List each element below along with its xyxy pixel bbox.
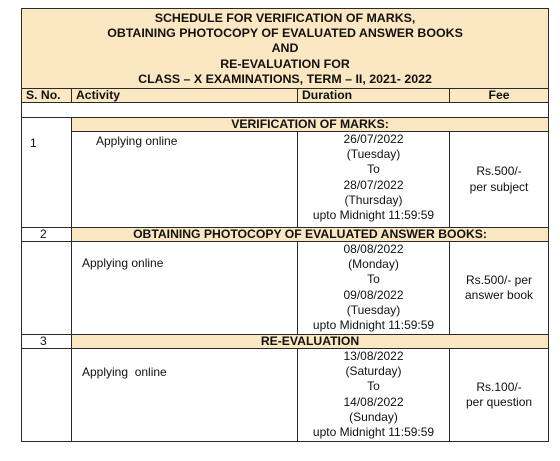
section-2-fee	[450, 242, 549, 335]
duration-start-date: 08/08/2022	[343, 242, 404, 257]
title-row	[22, 9, 549, 89]
duration-deadline: upto Midnight 11:59:59	[312, 208, 435, 223]
section-3-sno: 3	[22, 335, 72, 349]
duration-end-date: 14/08/2022	[343, 394, 404, 409]
section-2-heading: OBTAINING PHOTOCOPY OF EVALUATED ANSWER BOOKS:	[72, 228, 549, 242]
header-sno: S. No.	[22, 89, 72, 103]
fee-amount: Rs.500/- per	[466, 272, 533, 287]
section-3-duration	[298, 349, 450, 442]
duration-start-day: (Saturday)	[345, 364, 402, 379]
section-1-duration	[298, 132, 450, 228]
title-line-3: AND	[271, 41, 299, 56]
blank-row	[22, 103, 549, 118]
duration-end-day: (Sunday)	[349, 409, 398, 424]
fee-unit: per subject	[469, 179, 529, 194]
section-3-heading: RE-EVALUATION	[72, 335, 549, 349]
header-activity: Activity	[72, 89, 298, 103]
duration-end-day: (Tuesday)	[346, 302, 401, 317]
section-3-row	[22, 349, 549, 442]
section-1-heading-row	[22, 118, 549, 132]
header-row	[22, 89, 549, 103]
header-fee: Fee	[450, 89, 549, 103]
section-1-row	[22, 132, 549, 228]
duration-start-day: (Monday)	[348, 257, 399, 272]
schedule-title	[22, 9, 549, 89]
title-line-1: SCHEDULE FOR VERIFICATION OF MARKS,	[154, 11, 416, 25]
fee-amount: Rs.500/-	[476, 164, 522, 179]
blank-cell	[22, 103, 549, 118]
title-line-5: CLASS – X EXAMINATIONS, TERM – II, 2021- 2022	[138, 71, 432, 86]
section-1-activity: Applying online	[72, 132, 298, 228]
header-duration: Duration	[298, 89, 450, 103]
section-1-heading: VERIFICATION OF MARKS:	[72, 118, 549, 132]
fee-amount: Rs.100/-	[476, 379, 522, 394]
section-2-sno-spacer	[22, 242, 72, 335]
section-3-heading-row	[22, 335, 549, 349]
section-1-sno: 1	[22, 118, 72, 228]
section-3-sno-spacer	[22, 349, 72, 442]
section-2-sno: 2	[22, 228, 72, 242]
section-2-duration	[298, 242, 450, 335]
duration-deadline: upto Midnight 11:59:59	[312, 425, 435, 440]
duration-start-date: 26/07/2022	[343, 132, 404, 147]
fee-unit: per question	[466, 395, 533, 410]
section-2-heading-row	[22, 228, 549, 242]
duration-start-day: (Tuesday)	[346, 147, 401, 162]
section-2-activity: Applying online	[72, 242, 298, 335]
duration-end-day: (Thursday)	[344, 192, 403, 207]
section-1-fee	[450, 132, 549, 228]
section-3-fee	[450, 349, 549, 442]
section-3-activity: Applying online	[72, 349, 298, 442]
duration-end-date: 28/07/2022	[343, 177, 404, 192]
section-2-row	[22, 242, 549, 335]
duration-to: To	[367, 162, 380, 177]
duration-start-date: 13/08/2022	[343, 349, 404, 364]
duration-deadline: upto Midnight 11:59:59	[312, 318, 435, 333]
title-line-2: OBTAINING PHOTOCOPY OF EVALUATED ANSWER BOOKS	[107, 26, 463, 41]
title-line-4: RE-EVALUATION FOR	[220, 56, 350, 71]
duration-to: To	[367, 379, 380, 394]
fee-unit: answer book	[465, 288, 534, 303]
duration-end-date: 09/08/2022	[343, 287, 404, 302]
schedule-table	[21, 8, 549, 442]
duration-to: To	[367, 272, 380, 287]
